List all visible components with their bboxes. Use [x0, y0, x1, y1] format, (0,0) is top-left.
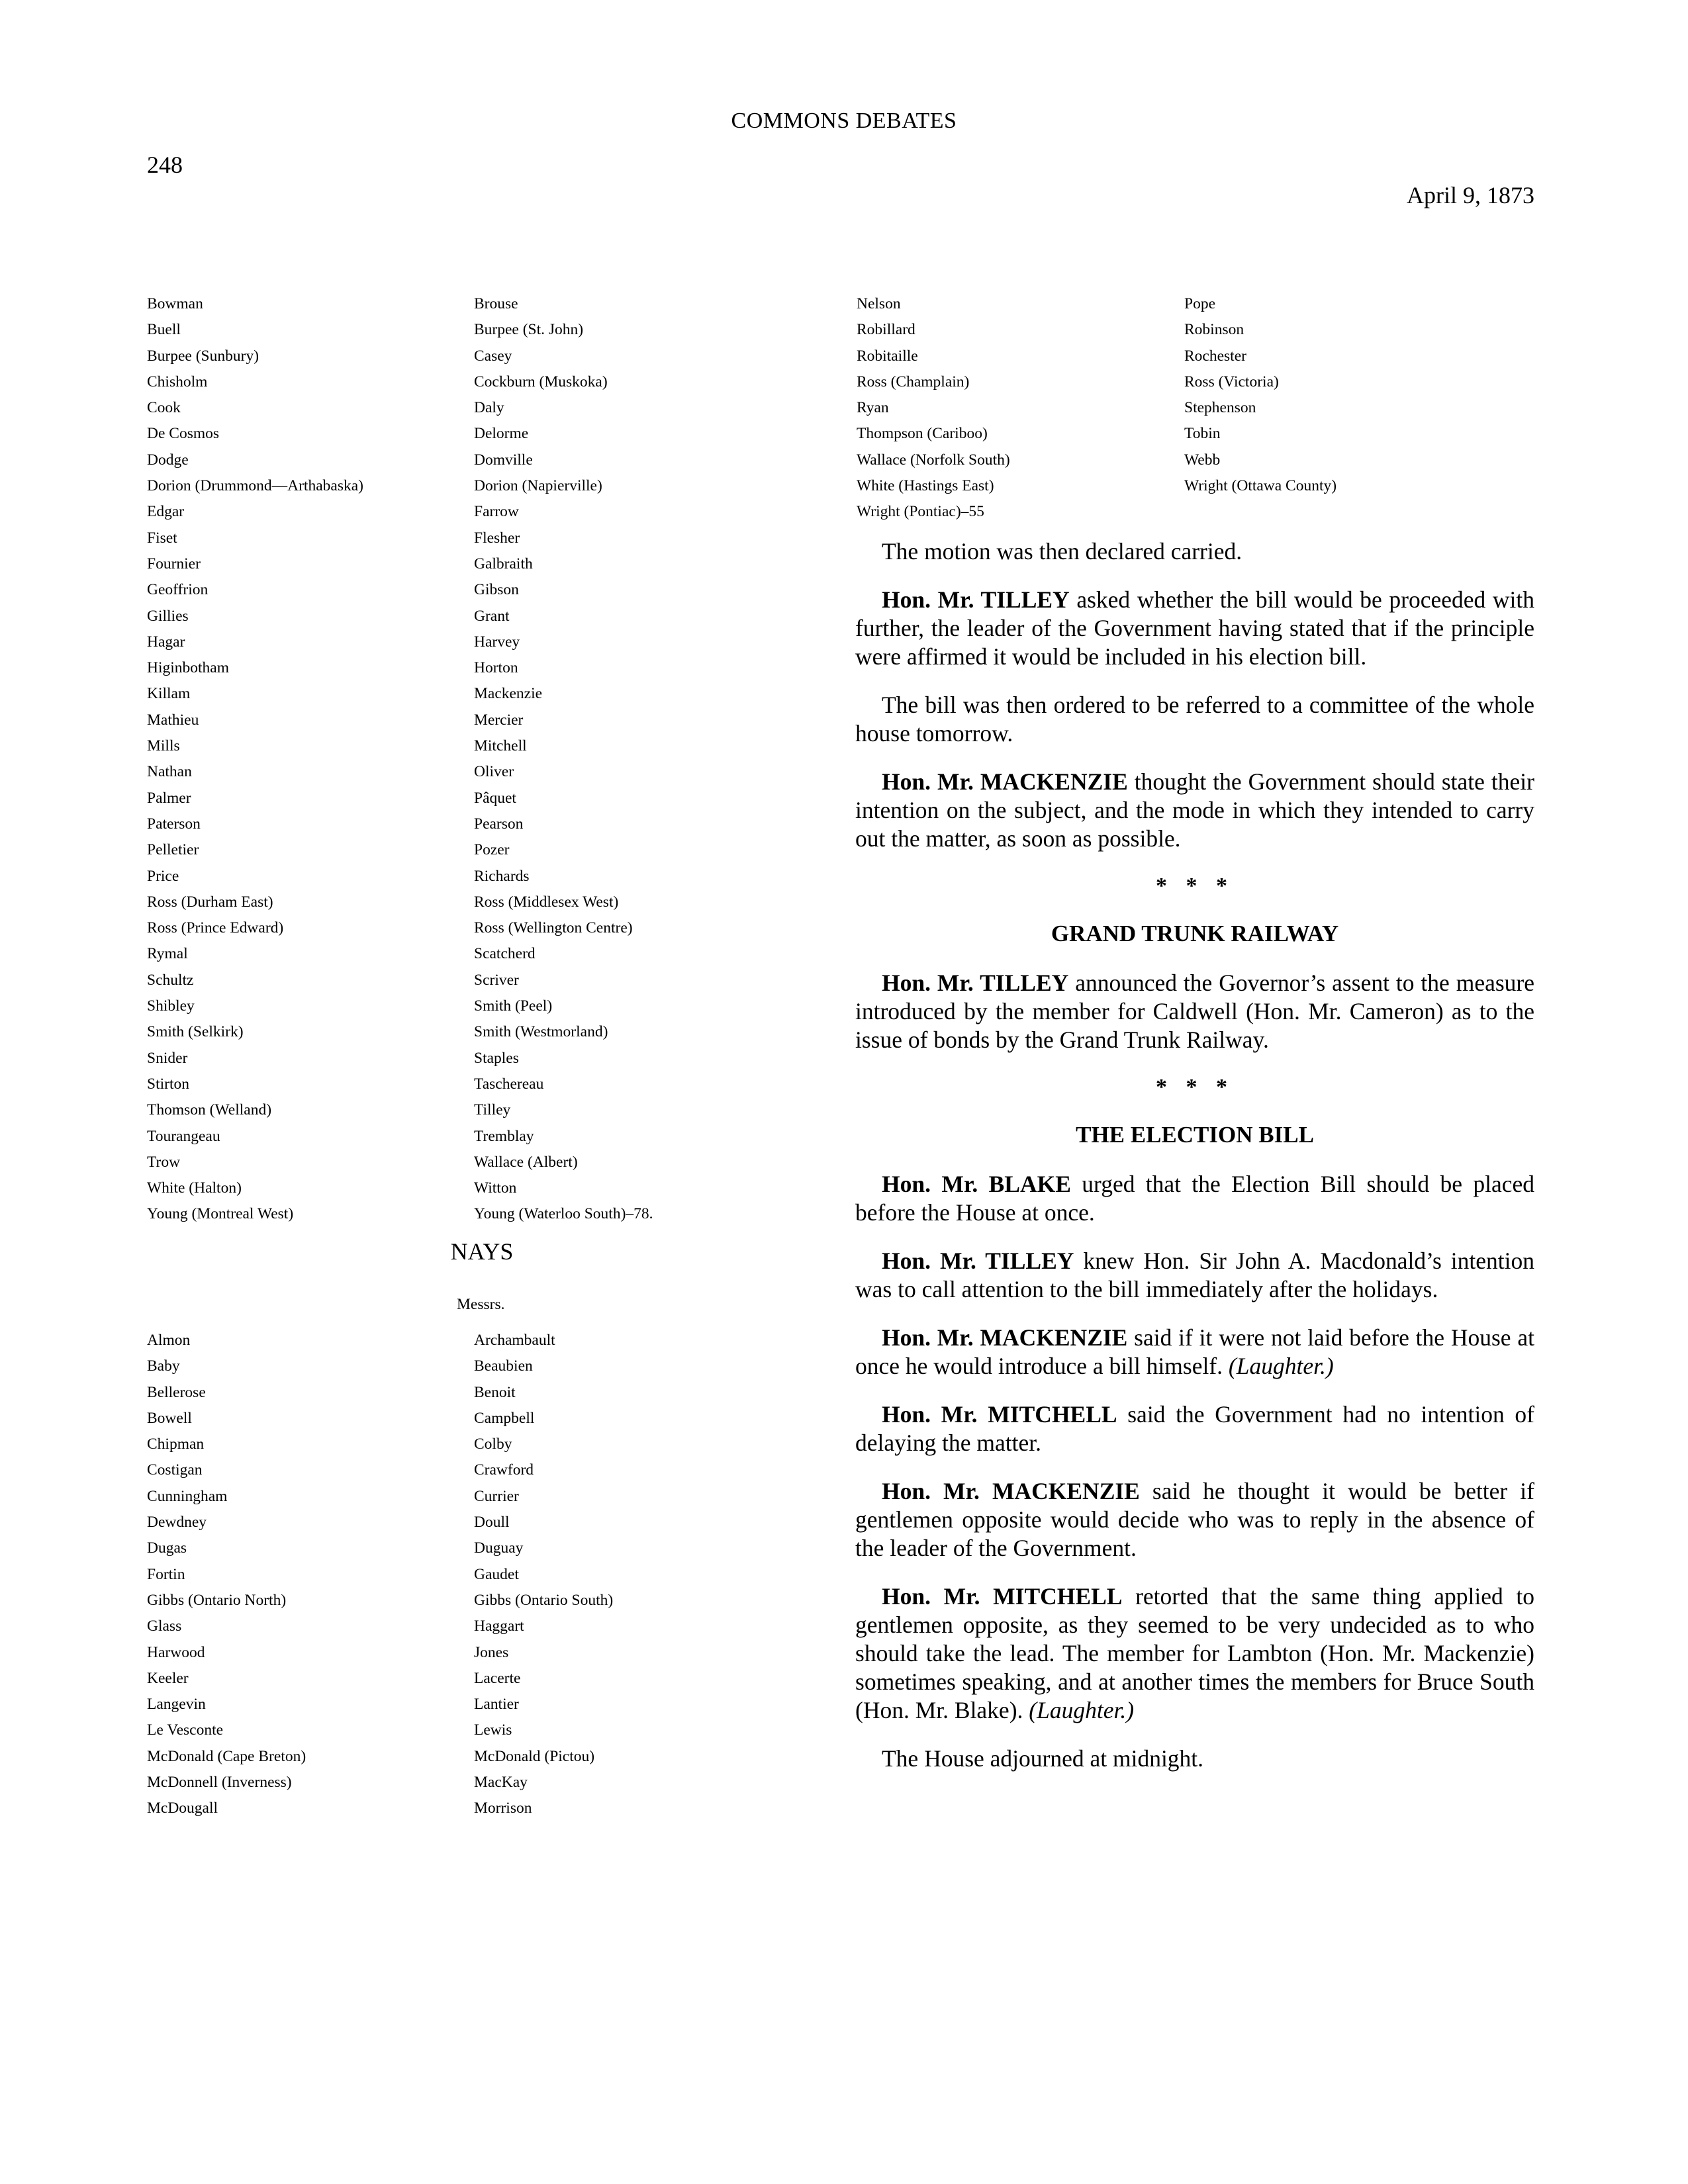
paragraph-mackenzie-3	[855, 1477, 1534, 1563]
speech-text: said the Government had no intention of delaying the matter.	[855, 1401, 1534, 1456]
member-name: Domville	[474, 451, 533, 469]
member-name: Tourangeau	[147, 1127, 220, 1145]
speaker-name: Hon. Mr. TILLEY	[882, 586, 1070, 613]
member-name: Lacerte	[474, 1669, 521, 1687]
member-name: Fournier	[147, 555, 201, 572]
member-name: Ross (Middlesex West)	[474, 893, 619, 911]
member-name: Mills	[147, 737, 180, 755]
yeas-list-column-2	[474, 291, 653, 1228]
member-name: Smith (Peel)	[474, 997, 553, 1015]
member-name: De Cosmos	[147, 425, 220, 443]
member-name: Burpee (St. John)	[474, 321, 584, 339]
member-name: Robillard	[857, 321, 915, 339]
member-name: Cunningham	[147, 1487, 228, 1505]
member-name: Chisholm	[147, 373, 208, 390]
paragraph-bill-referred: The bill was then ordered to be referred to a committee of the whole house tomorrow.	[855, 692, 1534, 747]
member-name: Dodge	[147, 451, 189, 469]
section-separator: * * *	[1156, 874, 1234, 898]
paragraph-tilley-3	[855, 1247, 1534, 1304]
member-name: Glass	[147, 1617, 182, 1635]
page-number: 248	[147, 152, 183, 178]
member-name: Haggart	[474, 1617, 524, 1635]
member-name: Ross (Champlain)	[857, 373, 970, 390]
member-name: Trow	[147, 1153, 181, 1171]
member-name: Mackenzie	[474, 685, 543, 703]
nays-messrs-label: Messrs.	[457, 1296, 505, 1313]
member-name: Wallace (Norfolk South)	[857, 451, 1010, 469]
yeas-list-column-1	[147, 291, 363, 1228]
member-name: Dewdney	[147, 1514, 207, 1531]
nays-list-column-2	[474, 1328, 613, 1822]
member-name: Higinbotham	[147, 659, 230, 677]
member-name: Tilley	[474, 1101, 511, 1119]
member-name: Flesher	[474, 529, 520, 547]
member-name: Stirton	[147, 1075, 189, 1093]
member-name: Wright (Pontiac)–55	[857, 503, 984, 521]
member-name: Gillies	[147, 607, 189, 625]
paragraph-mackenzie-1	[855, 768, 1534, 853]
member-name: Currier	[474, 1487, 519, 1505]
paragraph-adjourned: The House adjourned at midnight.	[882, 1745, 1204, 1772]
member-name: Dorion (Drummond—Arthabaska)	[147, 477, 363, 495]
page-header-title: COMMONS DEBATES	[731, 109, 957, 133]
member-name: Cockburn (Muskoka)	[474, 373, 608, 390]
member-name: Shibley	[147, 997, 195, 1015]
paragraph-tilley-1	[855, 586, 1534, 671]
member-name: Thomson (Welland)	[147, 1101, 272, 1119]
laughter-note: (Laughter.)	[1228, 1353, 1334, 1379]
member-name: Young (Waterloo South)–78.	[474, 1205, 653, 1223]
member-name: Scatcherd	[474, 945, 536, 963]
paragraph-blake	[855, 1170, 1534, 1227]
member-name: Wallace (Albert)	[474, 1153, 578, 1171]
member-name: Young (Montreal West)	[147, 1205, 294, 1223]
speaker-name: Hon. Mr. TILLEY	[882, 1248, 1074, 1274]
member-name: Keeler	[147, 1669, 189, 1687]
member-name: Grant	[474, 607, 510, 625]
member-name: Witton	[474, 1179, 517, 1197]
member-name: Geoffrion	[147, 581, 209, 599]
member-name: Schultz	[147, 971, 194, 989]
speech-text: retorted that the same thing applied to gentlemen opposite, as they seemed to be very undecided as to who should take the lead. The member for Lambton (Hon. Mr. Mackenzie) sometimes speaking, and at another times the members for Bruce South (Hon. Mr. Blake).	[855, 1583, 1534, 1723]
member-name: McDonnell (Inverness)	[147, 1774, 292, 1792]
member-name: Delorme	[474, 425, 529, 443]
section-separator: * * *	[1156, 1075, 1234, 1099]
speaker-name: Hon. Mr. BLAKE	[882, 1171, 1071, 1197]
member-name: Casey	[474, 347, 512, 365]
member-name: Jones	[474, 1643, 509, 1661]
speaker-name: Hon. Mr. MITCHELL	[882, 1401, 1117, 1428]
member-name: Harwood	[147, 1643, 205, 1661]
member-name: Crawford	[474, 1461, 534, 1479]
member-name: Dorion (Napierville)	[474, 477, 602, 495]
member-name: Smith (Westmorland)	[474, 1023, 608, 1041]
speech-text: urged that the Election Bill should be placed before the House at once.	[855, 1171, 1534, 1226]
member-name: Tremblay	[474, 1127, 534, 1145]
member-name: Dugas	[147, 1539, 187, 1557]
member-name: Scriver	[474, 971, 519, 989]
member-name: Gaudet	[474, 1565, 519, 1583]
member-name: Pelletier	[147, 841, 199, 859]
member-name: Ross (Wellington Centre)	[474, 919, 633, 937]
speech-text: said he thought it would be better if gentlemen opposite would decide who was to reply in the absence of the leader of the Government.	[855, 1478, 1534, 1561]
nays-heading: NAYS	[450, 1238, 514, 1265]
member-name: Robinson	[1184, 321, 1244, 339]
member-name: Archambault	[474, 1332, 555, 1349]
nays-list-column-3	[857, 291, 1010, 525]
member-name: Ross (Durham East)	[147, 893, 273, 911]
member-name: Pozer	[474, 841, 510, 859]
member-name: Rymal	[147, 945, 188, 963]
member-name: Ross (Victoria)	[1184, 373, 1279, 390]
member-name: Harvey	[474, 633, 520, 651]
member-name: Paterson	[147, 815, 201, 833]
member-name: Richards	[474, 867, 530, 885]
paragraph-tilley-2	[855, 969, 1534, 1054]
speech-text: announced the Governor’s assent to the measure introduced by the member for Caldwell (Hon. Mr. Cameron) as to the issue of bonds by the Grand Trunk Railway.	[855, 970, 1534, 1053]
member-name: Hagar	[147, 633, 185, 651]
speech-text: said if it were not laid before the House at once he would introduce a bill himself.	[855, 1324, 1534, 1379]
member-name: Price	[147, 867, 179, 885]
member-name: Nathan	[147, 763, 192, 781]
member-name: Snider	[147, 1049, 188, 1067]
member-name: Pope	[1184, 295, 1215, 312]
member-name: Tobin	[1184, 425, 1221, 443]
speech-text: thought the Government should state their intention on the subject, and the mode in which they intended to carry out the matter, as soon as possible.	[855, 768, 1534, 852]
member-name: Rochester	[1184, 347, 1246, 365]
member-name: Oliver	[474, 763, 514, 781]
member-name: Stephenson	[1184, 399, 1256, 417]
member-name: Bowman	[147, 295, 203, 312]
page-date: April 9, 1873	[1407, 182, 1534, 208]
nays-list-column-4	[1184, 291, 1336, 499]
member-name: Bellerose	[147, 1383, 206, 1401]
speaker-name: Hon. Mr. MACKENZIE	[882, 768, 1128, 795]
member-name: Costigan	[147, 1461, 203, 1479]
member-name: Ryan	[857, 399, 889, 417]
member-name: Mercier	[474, 711, 524, 729]
paragraph-mitchell-1	[855, 1400, 1534, 1457]
member-name: Cook	[147, 399, 181, 417]
member-name: Smith (Selkirk)	[147, 1023, 244, 1041]
paragraph-motion-carried: The motion was then declared carried.	[882, 538, 1243, 565]
nays-list-column-1	[147, 1328, 306, 1822]
speaker-name: Hon. Mr. MACKENZIE	[882, 1324, 1128, 1351]
member-name: Webb	[1184, 451, 1221, 469]
member-name: Lewis	[474, 1721, 512, 1739]
member-name: MacKay	[474, 1774, 528, 1792]
member-name: Gibson	[474, 581, 519, 599]
member-name: McDougall	[147, 1799, 218, 1817]
member-name: Fiset	[147, 529, 177, 547]
member-name: Almon	[147, 1332, 191, 1349]
section-heading-election-bill: THE ELECTION BILL	[1076, 1122, 1314, 1148]
member-name: Robitaille	[857, 347, 918, 365]
member-name: Wright (Ottawa County)	[1184, 477, 1337, 495]
member-name: McDonald (Cape Breton)	[147, 1747, 306, 1765]
member-name: Palmer	[147, 789, 191, 807]
speaker-name: Hon. Mr. TILLEY	[882, 970, 1069, 996]
speaker-name: Hon. Mr. MACKENZIE	[882, 1478, 1140, 1504]
paragraph-mackenzie-2	[855, 1324, 1534, 1381]
member-name: Galbraith	[474, 555, 533, 572]
member-name: Gibbs (Ontario South)	[474, 1591, 614, 1609]
member-name: Edgar	[147, 503, 185, 521]
speech-text: asked whether the bill would be proceeded with further, the leader of the Government having stated that if the principle were affirmed it would be included in his election bill.	[855, 586, 1535, 670]
member-name: Chipman	[147, 1435, 205, 1453]
member-name: Nelson	[857, 295, 901, 312]
member-name: Taschereau	[474, 1075, 544, 1093]
member-name: Buell	[147, 321, 181, 339]
member-name: Morrison	[474, 1799, 532, 1817]
speech-text: knew Hon. Sir John A. Macdonald’s intention was to call attention to the bill immediately after the holidays.	[855, 1248, 1534, 1302]
member-name: Bowell	[147, 1409, 192, 1427]
member-name: Campbell	[474, 1409, 535, 1427]
member-name: Killam	[147, 685, 191, 703]
member-name: Langevin	[147, 1696, 206, 1713]
debate-text	[855, 537, 1534, 1793]
member-name: Daly	[474, 399, 504, 417]
member-name: Beaubien	[474, 1357, 533, 1375]
member-name: White (Halton)	[147, 1179, 242, 1197]
laughter-note: (Laughter.)	[1029, 1697, 1135, 1723]
member-name: Pearson	[474, 815, 524, 833]
member-name: Brouse	[474, 295, 518, 312]
member-name: Mitchell	[474, 737, 527, 755]
member-name: Baby	[147, 1357, 180, 1375]
member-name: Benoit	[474, 1383, 516, 1401]
member-name: Gibbs (Ontario North)	[147, 1591, 287, 1609]
member-name: Doull	[474, 1514, 510, 1531]
member-name: Lantier	[474, 1696, 519, 1713]
speaker-name: Hon. Mr. MITCHELL	[882, 1583, 1123, 1610]
member-name: Pâquet	[474, 789, 516, 807]
member-name: Thompson (Cariboo)	[857, 425, 988, 443]
member-name: White (Hastings East)	[857, 477, 994, 495]
member-name: Burpee (Sunbury)	[147, 347, 259, 365]
section-heading-railway: GRAND TRUNK RAILWAY	[1051, 921, 1339, 946]
member-name: Staples	[474, 1049, 519, 1067]
member-name: Le Vesconte	[147, 1721, 224, 1739]
member-name: Colby	[474, 1435, 512, 1453]
member-name: Farrow	[474, 503, 519, 521]
member-name: Horton	[474, 659, 518, 677]
member-name: Fortin	[147, 1565, 185, 1583]
member-name: Duguay	[474, 1539, 524, 1557]
member-name: Ross (Prince Edward)	[147, 919, 284, 937]
member-name: Mathieu	[147, 711, 199, 729]
paragraph-mitchell-2	[855, 1582, 1534, 1725]
member-name: McDonald (Pictou)	[474, 1747, 595, 1765]
